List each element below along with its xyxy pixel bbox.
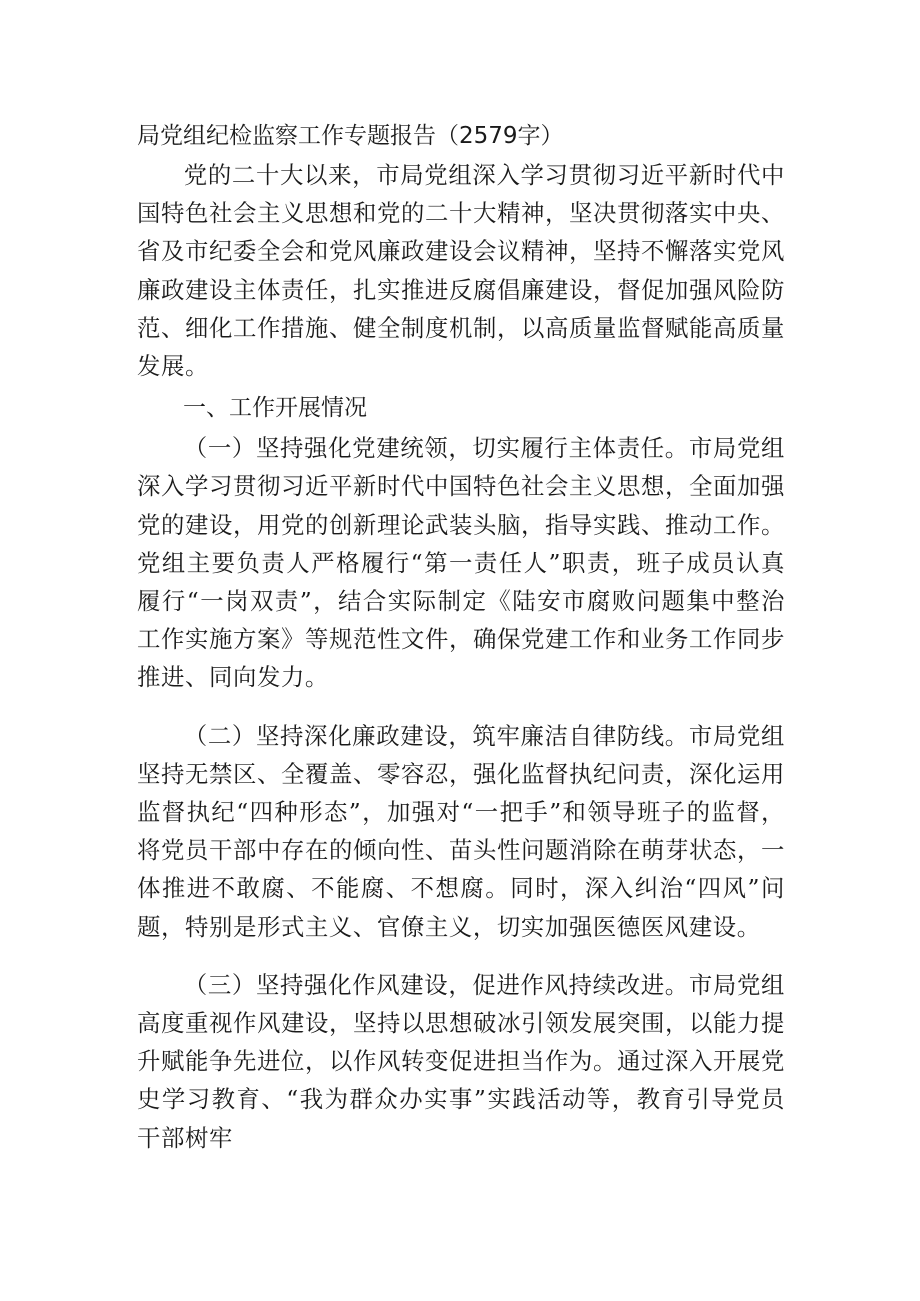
paragraph-1: （一）坚持强化党建统领，切实履行主体责任。市局党组深入学习贯彻习近平新时代中国特色社会主义思想，全面加强党的建设，用党的创新理论武装头脑，指导实践、推动工作。党组主要负责人严格履行“第一责任人”职责，班子成员认真履行“一岗双责”，结合实际制定《陆安市腐败问题集中整治工作实施方案》等规范性文件，确保党建工作和业务工作同步推进、同向发力。 <box>137 434 785 692</box>
section-heading: 一、工作开展情况 <box>183 395 367 422</box>
paragraph-spacer <box>137 946 785 966</box>
paragraph-3: （三）坚持强化作风建设，促进作风持续改进。市局党组高度重视作风建设，坚持以思想破冰引领发展突围，以能力提升赋能争先进位，以作风转变促进担当作为。通过深入开展党史学习教育、“我为群众办实事”实践活动等，教育引导党员干部树牢 <box>137 970 785 1152</box>
document-title: 局党组纪检监察工作专题报告（2579字） <box>137 123 564 149</box>
intro-paragraph: 党的二十大以来，市局党组深入学习贯彻习近平新时代中国特色社会主义思想和党的二十大精神，坚决贯彻落实中央、省及市纪委全会和党风廉政建设会议精神，坚持不懈落实党风廉政建设主体责任，扎实推进反腐倡廉建设，督促加强风险防范、细化工作措施、健全制度机制，以高质量监督赋能高质量发展。 <box>137 161 785 381</box>
paragraph-spacer <box>137 697 785 717</box>
document-body <box>137 116 785 1157</box>
paragraph-2: （二）坚持深化廉政建设，筑牢廉洁自律防线。市局党组坚持无禁区、全覆盖、零容忍，强化监督执纪问责，深化运用监督执纪“四种形态”，加强对“一把手”和领导班子的监督，将党员干部中存在的倾向性、苗头性问题消除在萌芽状态，一体推进不敢腐、不能腐、不想腐。同时，深入纠治“四风”问题，特别是形式主义、官僚主义，切实加强医德医风建设。 <box>137 721 785 941</box>
